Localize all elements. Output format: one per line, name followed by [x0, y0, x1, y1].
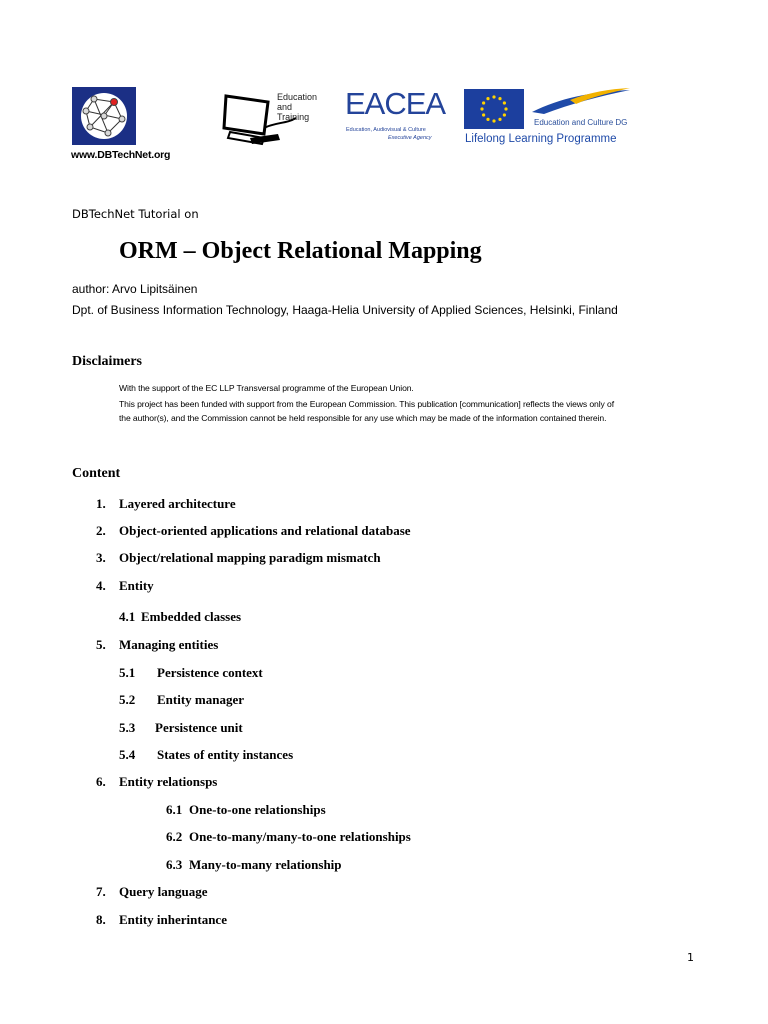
toc-number: 4.1 [119, 609, 136, 624]
eu-star-icon [492, 95, 495, 98]
eu-flag-icon [464, 89, 524, 129]
toc-label: Managing entities [119, 637, 219, 652]
toc-label: Layered architecture [119, 496, 236, 511]
dbtechnet-url: www.DBTechNet.org [71, 149, 171, 161]
toc-item [96, 637, 218, 653]
et-line: Education [277, 92, 318, 102]
toc-label: Embedded classes [141, 609, 242, 624]
toc-item [96, 884, 207, 900]
toc-label: Entity manager [157, 692, 245, 707]
eu-star-icon [498, 118, 501, 121]
toc-label: Entity inherintance [119, 912, 227, 927]
toc-item [119, 747, 293, 763]
toc-number: 5.3 [119, 720, 136, 735]
eacea-logo-word: EACEA [345, 86, 446, 121]
disclaimer-text: This project has been funded with support from the European Commission. This publication [communication] reflects the views only of [119, 399, 614, 409]
toc-label: Entity relationsps [119, 774, 218, 789]
toc-label: One-to-one relationships [189, 802, 326, 817]
toc-label: One-to-many/many-to-one relationships [189, 829, 411, 844]
toc-number: 7. [96, 884, 106, 899]
toc-item [119, 692, 244, 708]
toc-label: Object/relational mapping paradigm mismatch [119, 550, 381, 565]
toc-label: Object-oriented applications and relational database [119, 523, 411, 538]
toc-item [166, 857, 342, 873]
toc-number: 6.3 [166, 857, 183, 872]
toc-number: 5.4 [119, 747, 136, 762]
eu-star-icon [486, 97, 489, 100]
tutorial-label: DBTechNet Tutorial on [72, 207, 199, 221]
toc-number: 2. [96, 523, 106, 538]
toc-item [96, 774, 217, 790]
toc-item [119, 720, 243, 736]
eu-star-icon [504, 107, 507, 110]
eu-star-icon [486, 118, 489, 121]
toc-label: States of entity instances [157, 747, 294, 762]
eu-star-icon [498, 97, 501, 100]
toc-number: 5.2 [119, 692, 136, 707]
toc-number: 6.1 [166, 802, 183, 817]
eu-star-icon [492, 119, 495, 122]
education-training-text [277, 92, 317, 122]
eacea-subtitle: Education, Audiovisual & Culture [346, 127, 426, 133]
toc-number: 5. [96, 637, 106, 652]
toc-label: Entity [119, 578, 154, 593]
document-title: ORM – Object Relational Mapping [119, 238, 482, 264]
eu-star-icon [482, 101, 485, 104]
toc-label: Persistence context [157, 665, 263, 680]
toc-number: 6.2 [166, 829, 183, 844]
eu-star-icon [503, 113, 506, 116]
author-line: author: Arvo Lipitsäinen [72, 282, 198, 296]
toc-item [96, 550, 381, 566]
eacea-agency-label: Executive Agency [388, 135, 432, 141]
eu-star-icon [503, 101, 506, 104]
eu-star-icon [482, 113, 485, 116]
toc-number: 8. [96, 912, 106, 927]
toc-item [96, 578, 154, 594]
toc-number: 6. [96, 774, 106, 789]
page-number: 1 [687, 951, 694, 964]
toc-label: Query language [119, 884, 208, 899]
toc-number: 4. [96, 578, 106, 593]
toc-label: Persistence unit [155, 720, 243, 735]
education-culture-swoosh-icon [530, 86, 632, 116]
toc-number: 3. [96, 550, 106, 565]
disclaimers-heading: Disclaimers [72, 354, 142, 369]
disclaimer-text: the author(s), and the Commission cannot be held responsible for any use which may be made of the information contained therein. [119, 413, 607, 423]
content-heading: Content [72, 466, 121, 481]
toc-item [166, 829, 411, 845]
toc-item [166, 802, 326, 818]
toc-item [96, 496, 236, 512]
toc-item [119, 609, 241, 625]
department-line: Dpt. of Business Information Technology, Haaga-Helia University of Applied Sciences, Helsinki, Finland [72, 303, 618, 317]
toc-item [119, 665, 263, 681]
lifelong-learning-label: Lifelong Learning Programme [465, 133, 617, 145]
toc-item [96, 912, 227, 928]
eu-star-icon [480, 107, 483, 110]
disclaimer-text: With the support of the EC LLP Transversal programme of the European Union. [119, 383, 414, 393]
toc-number: 5.1 [119, 665, 136, 680]
toc-label: Many-to-many relationship [189, 857, 342, 872]
et-line: Training [277, 112, 310, 122]
et-line: and [277, 102, 293, 112]
toc-number: 1. [96, 496, 106, 511]
dbtechnet-logo [72, 87, 136, 145]
education-culture-dg-label: Education and Culture DG [534, 118, 628, 127]
toc-item [96, 523, 411, 539]
